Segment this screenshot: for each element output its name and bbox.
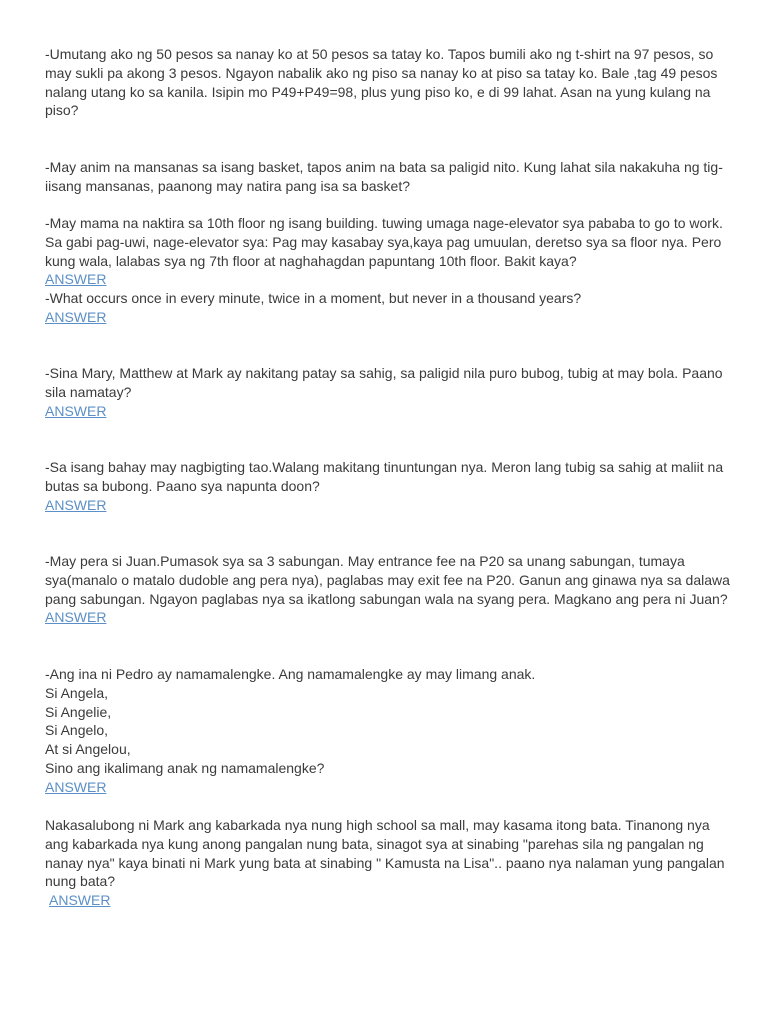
riddle-4-line-1: -What occurs once in every minute, twice in a moment, but never in a thousand years? <box>45 290 582 307</box>
answer-link-riddle-6[interactable]: ANSWER <box>45 496 107 513</box>
riddle-7-line-2: sya(manalo o matalo dudoble ang pera nya), paglabas may exit fee na P20. Ganun ang ginawa nya sa dalawa <box>45 571 730 588</box>
riddle-1-line-4: piso? <box>45 102 79 119</box>
riddle-5-line-2: sila namatay? <box>45 383 132 400</box>
riddle-9 <box>45 816 725 910</box>
riddle-3-line-1: -May mama na naktira sa 10th floor ng isang building. tuwing umaga nage-elevator sya pababa to go to work. <box>45 215 723 231</box>
riddle-5-line-1: -Sina Mary, Matthew at Mark ay nakitang patay sa sahig, sa paligid nila puro bubog, tubig at may bola. Paano <box>45 365 723 381</box>
answer-link-riddle-8[interactable]: ANSWER <box>45 778 107 795</box>
answer-link-riddle-3[interactable]: ANSWER <box>45 271 107 288</box>
riddle-7-line-1: -May pera si Juan.Pumasok sya sa 3 sabungan. May entrance fee na P20 sa unang sabungan, tumaya <box>45 553 685 569</box>
riddle-9-line-3: nanay nya" kaya binati ni Mark yung bata at sinabing " Kamusta na Lisa".. paano nya nalaman yung pangalan <box>45 854 725 871</box>
riddle-3-line-2: Sa gabi pag-uwi, nage-elevator sya: Pag may kasabay sya,kaya pag umuulan, deretso sya sa floor nya. Pero <box>45 233 722 250</box>
riddle-1 <box>45 45 717 120</box>
riddle-8-line-4: Si Angelo, <box>45 722 109 739</box>
riddle-8 <box>45 665 535 797</box>
riddle-5 <box>45 364 723 420</box>
answer-link-riddle-9[interactable]: ANSWER <box>49 892 111 909</box>
riddle-2-line-1: -May anim na mansanas sa isang basket, tapos anim na bata sa paligid nito. Kung lahat sila nakakuha ng tig- <box>45 159 723 175</box>
riddle-1-line-1: -Umutang ako ng 50 pesos sa nanay ko at 50 pesos sa tatay ko. Tapos bumili ako ng t-shirt na 97 pesos, so <box>45 46 714 62</box>
riddle-6-line-1: -Sa isang bahay may nagbigting tao.Walang makitang tinuntungan nya. Meron lang tubig sa sahig at maliit na <box>45 459 724 475</box>
riddle-8-line-6: Sino ang ikalimang anak ng namamalengke? <box>45 759 325 776</box>
riddle-8-line-1: -Ang ina ni Pedro ay namamalengke. Ang namamalengke ay may limang anak. <box>45 666 536 682</box>
riddle-6 <box>45 458 723 514</box>
riddle-1-line-2: may sukli pa akong 3 pesos. Ngayon nabalik ako ng piso sa nanay ko at piso sa tatay ko. Bale ,tag 49 pesos <box>45 64 718 81</box>
riddle-7-line-3: pang sabungan. Ngayon paglabas nya sa ikatlong sabungan wala na syang pera. Magkano ang pera ni Juan? <box>45 590 728 607</box>
riddle-9-line-1: Nakasalubong ni Mark ang kabarkada nya nung high school sa mall, may kasama itong bata. Tinanong nya <box>45 817 710 833</box>
riddle-8-line-2: Si Angela, <box>45 684 109 701</box>
answer-link-riddle-7[interactable]: ANSWER <box>45 609 107 626</box>
answer-link-riddle-4[interactable]: ANSWER <box>45 308 107 325</box>
riddle-9-line-2: ang kabarkada nya kung anong pangalan nung bata, sinagot sya at sinabing "parehas sila ng pangalan ng <box>45 835 704 852</box>
riddle-9-line-4: nung bata? <box>45 873 116 890</box>
riddle-2 <box>45 158 723 196</box>
riddle-8-line-5: At si Angelou, <box>45 741 131 758</box>
riddle-3-line-3: kung wala, lalabas sya ng 7th floor at naghahagdan papuntang 10th floor. Bakit kaya? <box>45 252 577 269</box>
riddle-8-line-3: Si Angelie, <box>45 703 112 720</box>
riddle-2-line-2: iisang mansanas, paanong may natira pang isa sa basket? <box>45 177 411 194</box>
riddle-1-line-3: nalang utang ko sa kanila. Isipin mo P49+P49=98, plus yung piso ko, e di 99 lahat. Asan na yung kulang na <box>45 83 711 100</box>
riddle-3 <box>45 214 723 327</box>
riddle-7 <box>45 552 730 627</box>
riddle-6-line-2: butas sa bubong. Paano sya napunta doon? <box>45 477 320 494</box>
answer-link-riddle-5[interactable]: ANSWER <box>45 402 107 419</box>
